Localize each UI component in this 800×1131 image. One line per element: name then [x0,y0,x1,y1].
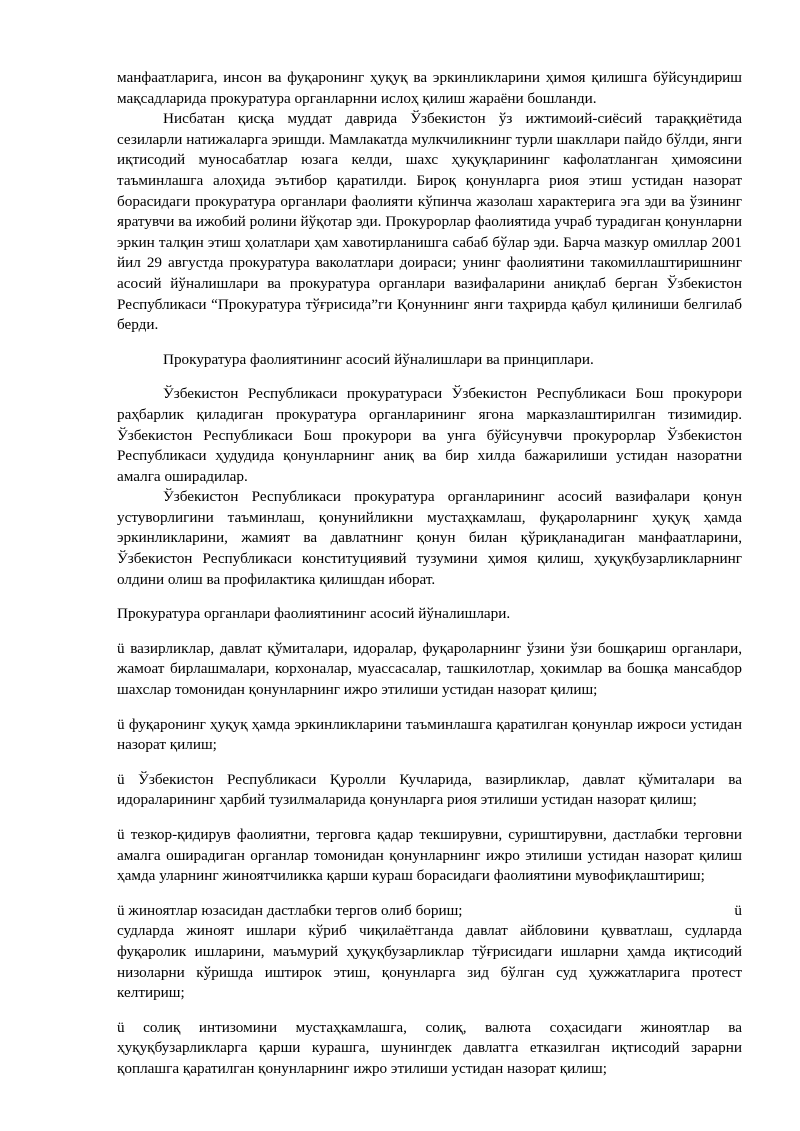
paragraph-1: манфаатларига, инсон ва фуқаронинг ҳуқуқ ва эркинликларини ҳимоя қилишга бўйсундириш мақсадларида прокуратура органларнни ислоҳ қилиш жараёни бошланди. [117,69,742,107]
list-item-3: ü Ўзбекистон Республикаси Қуролли Кучларида, вазирликлар, давлат қўмиталари ва идораларининг ҳарбий тузилмаларида қонунларга риоя этилиши устидан назорат қилиш; [117,770,742,809]
section-heading-1: Прокуратура фаолиятининг асосий йўналишлари ва принциплари. [163,350,594,368]
paragraph-2: Нисбатан қисқа муддат даврида Ўзбекистон ўз ижтимоий-сиёсий тараққиётида сезиларли натижаларга эришди. Мамлакатда мулкчиликнинг турли шакллари пайдо бўлди, янги иқтисодий муносабатлар юзага келди, шахс ҳуқуқларининг кафолатланган ҳимоясини таъминлашга алоҳида эътибор қаратилди. Бироқ қонунларга риоя этиш устидан назорат борасидаги прокуратура органлари фаолияти кўпинча жазолаш характерига эга эди ва ўзининг яратувчи ва ижобий ролини йўқотар эди. Прокурорлар фаолиятида учраб турадиган қонунларни эркин талқин этиш ҳолатлари ҳам хавотирланишга сабаб бўлар эди. Барча мазкур омиллар 2001 йил 29 августда прокуратура ваколатлари доираси; унинг фаолиятини такомиллаштиришнинг асосий йўналишлари ва прокуратура органлари вазифаларини аниқлаб берган Ўзбекистон Республикаси “Прокуратура тўғрисида”ги Қонуннинг янги таҳрирда қабул қилиниши белгилаб берди. [117,110,742,334]
list-item-2: ü фуқаронинг ҳуқуқ ҳамда эркинликларини таъминлашга қаратилган қонунлар ижроси устидан назорат қилиш; [117,715,742,754]
list-item-5 [117,901,742,922]
paragraph-3: Ўзбекистон Республикаси прокуратураси Ўзбекистон Республикаси Бош прокурори раҳбарлик қиладиган прокуратура органларининг ягона марказлаштирилган тизимидир. Ўзбекистон Республикаси Бош прокурори ва унга бўйсунувчи прокурорлар Ўзбекистон Республикаси ҳудудида қонунларнинг аниқ ва бир хилда бажарилиши устидан назоратни амалга оширадилар. [117,385,742,485]
list-item-5-text: ü жиноятлар юзасидан дастлабки тергов олиб бориш; [117,901,463,919]
list-item-6-bullet: ü [734,901,742,919]
list-item-6: судларда жиноят ишлари кўриб чиқилаётганда давлат айбловини қувватлаш, судларда фуқаролик ишларини, маъмурий ҳуқуқбузарликлар тўғрисидаги ишларни ҳамда иқтисодий низоларни кўришда иштирок этиш, қонунларга зид бўлган суд ҳужжатларига протест келтириш; [117,922,742,1002]
paragraph-4: Ўзбекистон Республикаси прокуратура органларининг асосий вазифалари қонун устуворлигини таъминлаш, қонунийликни мустаҳкамлаш, фуқароларнинг ҳуқуқ ҳамда эркинликларини, жамият ва давлатнинг қонун билан қўриқланадиган манфаатларини, Ўзбекистон Республикаси конституциявий тузумини ҳимоя қилиш, ҳуқуқбузарликларнинг олдини олиш ва профилактика қилишдан иборат. [117,488,742,588]
document-page [117,68,742,1080]
list-item-1: ü вазирликлар, давлат қўмиталари, идоралар, фуқароларнинг ўзини ўзи бошқариш органлари, жамоат бирлашмалари, корхоналар, муассасалар, ташкилотлар, ҳокимлар ва бошқа мансабдор шахслар томонидан қонунларнинг ижро этилиши устидан назорат қилиш; [117,639,742,699]
list-item-4: ü тезкор-қидирув фаолиятни, терговга қадар текширувни, суриштирувни, дастлабки терговни амалга оширадиган органлар томонидан қонунларнинг ижро этилиши устидан назорат қилиш ҳамда уларнинг жиноятчиликка қарши кураш борасидаги фаолиятини мувофиқлаштириш; [117,826,742,885]
list-item-7: ü солиқ интизомини мустаҳкамлашга, солиқ, валюта соҳасидаги жиноятлар ва ҳуқуқбузарликларга қарши курашга, шунингдек давлатга етказилган иқтисодий зарарни қоплашга қаратилган қонунларнинг ижро этилиши устидан назорат қилиш; [117,1018,742,1077]
section-heading-2: Прокуратура органлари фаолиятининг асосий йўналишлари. [117,605,511,623]
